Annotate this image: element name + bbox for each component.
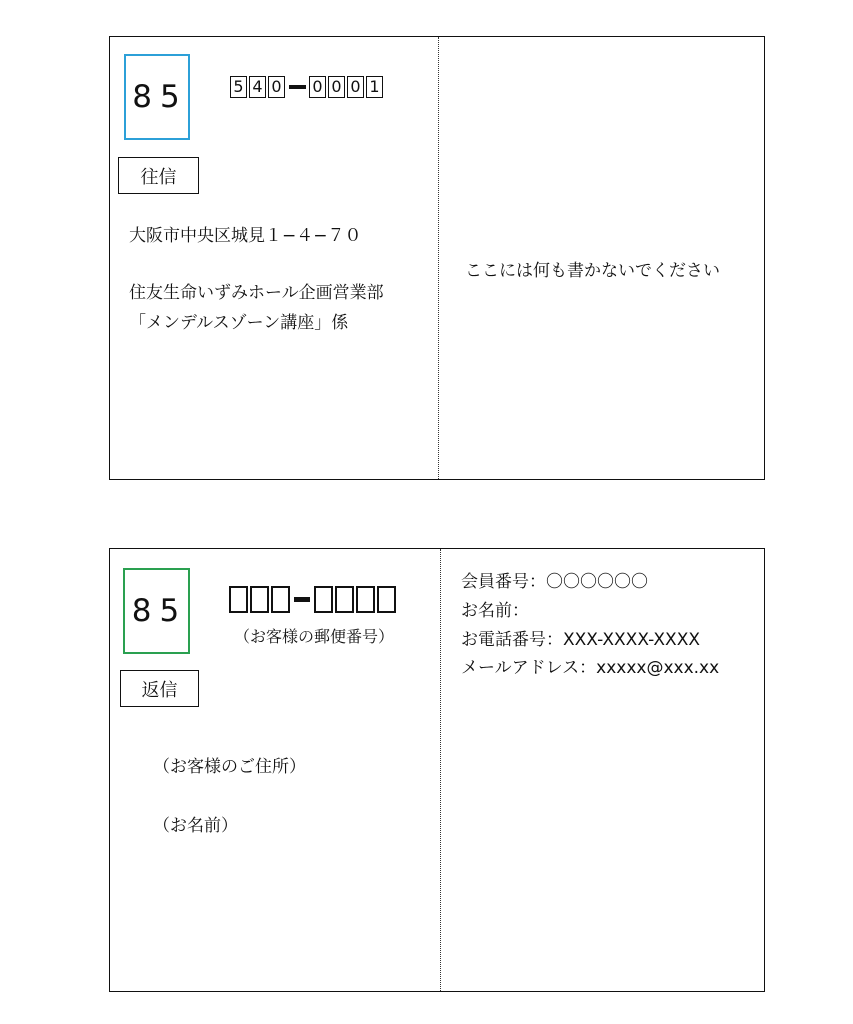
email-line: メールアドレス：xxxxx@xxx.xx: [461, 658, 720, 678]
zip-digit: 5: [230, 76, 247, 98]
zip-note: （お客様の郵便番号）: [234, 627, 395, 646]
postage-stamp: 85: [123, 568, 190, 654]
recipient-name: 「メンデルスゾーン講座」係: [129, 313, 349, 333]
zip-digit-box: [356, 586, 375, 613]
name-line: お名前：: [461, 601, 529, 621]
zip-hyphen: [294, 597, 310, 602]
address-placeholder: （お客様のご住所）: [153, 757, 306, 777]
zip-digit: 0: [309, 76, 326, 98]
zip-digit: 1: [366, 76, 383, 98]
zip-digit-box: [335, 586, 354, 613]
postal-code-boxes: [230, 76, 385, 98]
zip-digit-box: [250, 586, 269, 613]
fold-divider: [440, 549, 441, 991]
member-number-line: 会員番号：〇〇〇〇〇〇: [461, 572, 648, 592]
card-type-label: 返信: [120, 670, 199, 707]
card-type-label: 往信: [118, 157, 199, 194]
outgoing-postcard: [109, 36, 765, 480]
zip-digit: 4: [249, 76, 266, 98]
do-not-write-notice: ここには何も書かないでください: [465, 261, 720, 281]
recipient-address: 大阪市中央区城見１−４−７０: [129, 226, 362, 246]
zip-digit-box: [229, 586, 248, 613]
reply-postcard: [109, 548, 765, 992]
zip-digit: 0: [347, 76, 364, 98]
zip-digit-box: [271, 586, 290, 613]
recipient-organization: 住友生命いずみホール企画営業部: [129, 283, 384, 303]
zip-hyphen: [289, 85, 306, 89]
zip-digit-box: [377, 586, 396, 613]
name-placeholder: （お名前）: [153, 816, 238, 836]
zip-digit: 0: [328, 76, 345, 98]
fold-divider: [438, 37, 439, 479]
zip-digit-box: [314, 586, 333, 613]
zip-digit: 0: [268, 76, 285, 98]
postal-code-boxes: [229, 586, 398, 613]
postage-stamp: 85: [124, 54, 190, 140]
phone-line: お電話番号：XXX-XXXX-XXXX: [461, 630, 700, 650]
